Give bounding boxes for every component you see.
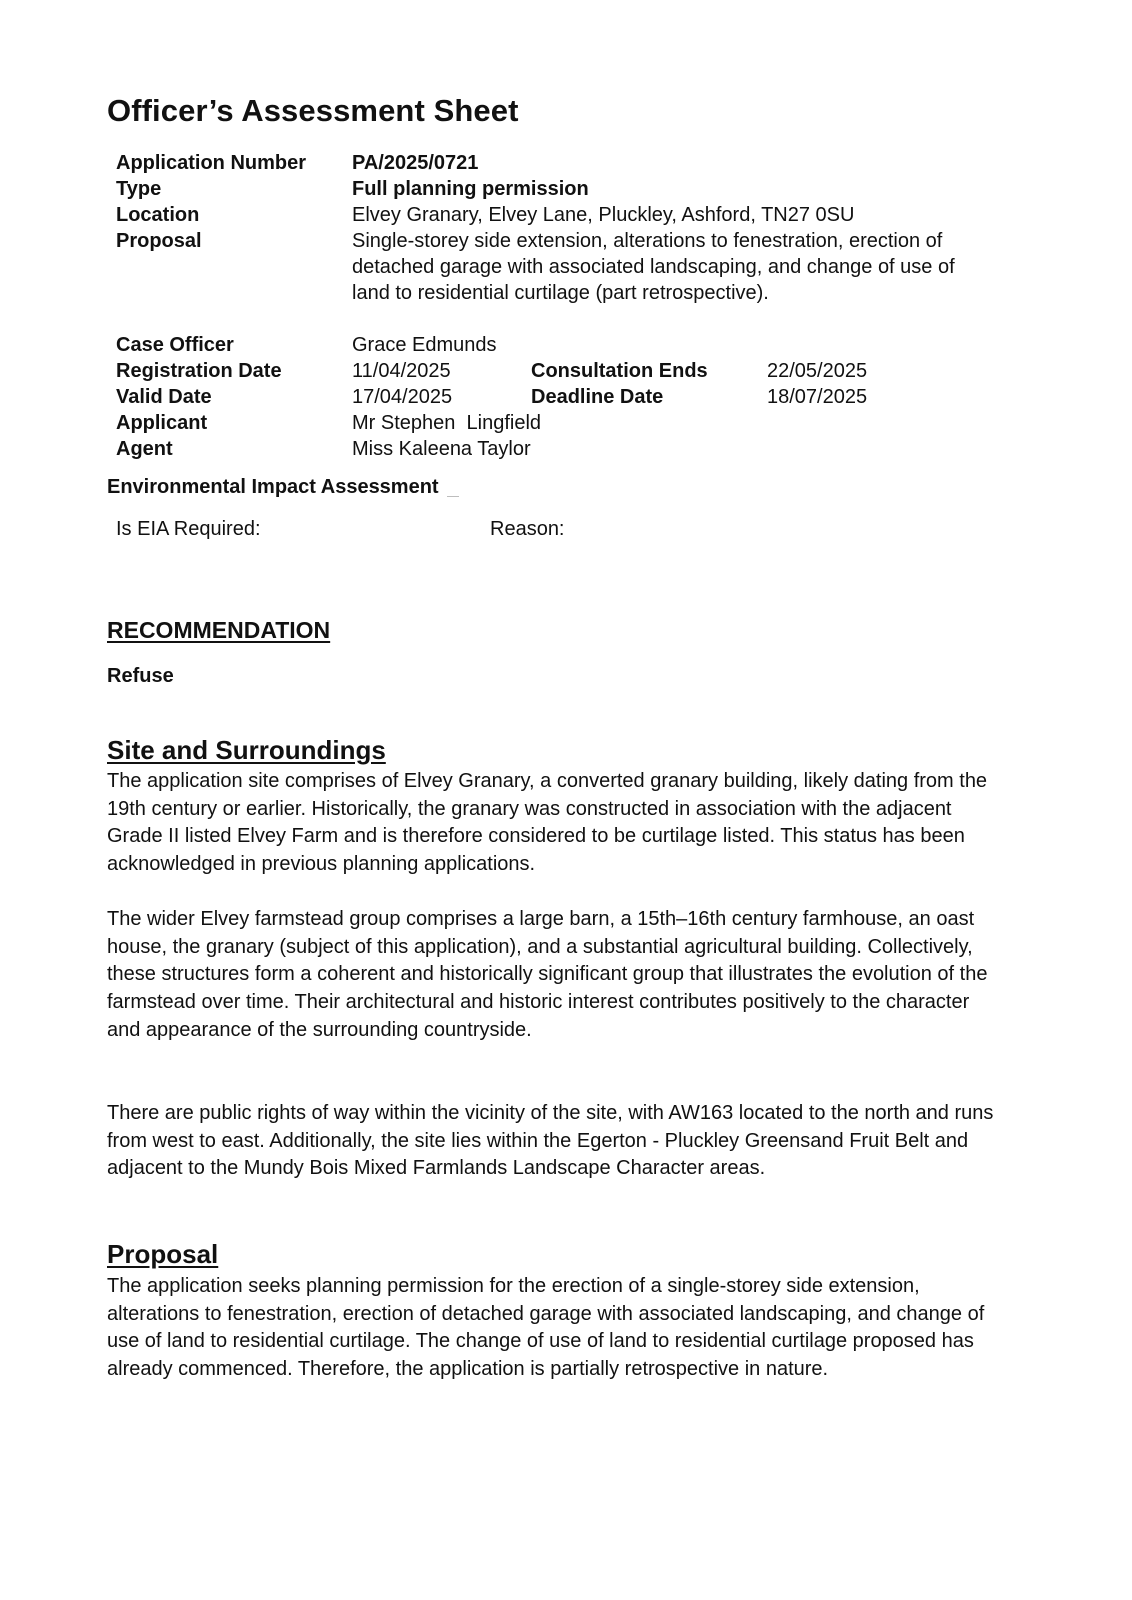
detail-row-valid-date bbox=[116, 384, 996, 410]
eia-required-label: Is EIA Required: bbox=[116, 518, 261, 540]
recommendation-heading: RECOMMENDATION bbox=[107, 617, 331, 643]
agent-label: Agent bbox=[116, 438, 173, 460]
detail-row-agent bbox=[116, 436, 996, 462]
eia-heading-text: Environmental Impact Assessment bbox=[107, 476, 439, 498]
case-officer-label: Case Officer bbox=[116, 334, 234, 356]
consultation-ends-label: Consultation Ends bbox=[531, 360, 708, 382]
eia-heading bbox=[107, 476, 459, 499]
proposal-label: Proposal bbox=[116, 230, 202, 252]
type-value: Full planning permission bbox=[352, 178, 589, 200]
proposal-heading: Proposal bbox=[107, 1239, 219, 1269]
detail-row-proposal bbox=[116, 228, 996, 332]
detail-row-application-number bbox=[116, 150, 996, 176]
case-officer-value: Grace Edmunds bbox=[352, 334, 497, 356]
detail-row-location bbox=[116, 202, 996, 228]
applicant-label: Applicant bbox=[116, 412, 208, 434]
site-paragraph: The application site comprises of Elvey Granary, a converted granary building, likely dating from the 19th century or earlier. Historically, the granary was constructed in association with the adjacent Grade II listed Elvey Farm and is therefore considered to be curtilage listed. This status has been acknowledged in previous planning applications. bbox=[107, 770, 988, 876]
application-details bbox=[116, 150, 996, 462]
applicant-value: Mr Stephen Lingfield bbox=[352, 412, 542, 434]
valid-date-label: Valid Date bbox=[116, 386, 212, 408]
detail-row-type bbox=[116, 176, 996, 202]
page-title: Officer’s Assessment Sheet bbox=[107, 93, 519, 128]
site-paragraph: The wider Elvey farmstead group comprises a large barn, a 15th–16th century farmhouse, an oast house, the granary (subject of this application), and a substantial agricultural building. Collectively, these structures form a coherent and historically significant group that illustrates the evolution of the farmstead over time. Their architectural and historic interest contributes positively to the character and appearance of the surrounding countryside. bbox=[107, 908, 988, 1041]
recommendation-value: Refuse bbox=[107, 665, 174, 687]
proposal-value: Single-storey side extension, alterations to fenestration, erection of detached garage with associated landscaping, and change of use of land to residential curtilage (part retrospective). bbox=[352, 230, 955, 304]
agent-value: Miss Kaleena Taylor bbox=[352, 438, 531, 460]
application-number-value: PA/2025/0721 bbox=[352, 152, 479, 174]
deadline-date-label: Deadline Date bbox=[531, 386, 664, 408]
application-number-label: Application Number bbox=[116, 152, 307, 174]
registration-date-label: Registration Date bbox=[116, 360, 282, 382]
deadline-date-value: 18/07/2025 bbox=[767, 386, 868, 408]
type-label: Type bbox=[116, 178, 162, 200]
detail-row-case-officer bbox=[116, 332, 996, 358]
valid-date-value: 17/04/2025 bbox=[352, 386, 453, 408]
registration-date-value: 11/04/2025 bbox=[352, 360, 451, 382]
eia-reason-label: Reason: bbox=[490, 518, 565, 540]
proposal-paragraph: The application seeks planning permission for the erection of a single-storey side extension, alterations to fenestration, erection of detached garage with associated landscaping, and change of use of land to residential curtilage. The change of use of land to residential curtilage proposed has already commenced. Therefore, the application is partially retrospective in nature. bbox=[107, 1275, 985, 1381]
site-paragraph: There are public rights of way within the vicinity of the site, with AW163 located to the north and runs from west to east. Additionally, the site lies within the Egerton - Pluckley Greensand Fruit Belt and adjacent to the Mundy Bois Mixed Farmlands Landscape Character areas. bbox=[107, 1102, 994, 1180]
detail-row-registration-date bbox=[116, 358, 996, 384]
location-label: Location bbox=[116, 204, 200, 226]
consultation-ends-value: 22/05/2025 bbox=[767, 360, 868, 382]
form-field-marker bbox=[447, 496, 459, 497]
location-value: Elvey Granary, Elvey Lane, Pluckley, Ashford, TN27 0SU bbox=[352, 204, 855, 226]
detail-row-applicant bbox=[116, 410, 996, 436]
site-heading: Site and Surroundings bbox=[107, 735, 386, 765]
